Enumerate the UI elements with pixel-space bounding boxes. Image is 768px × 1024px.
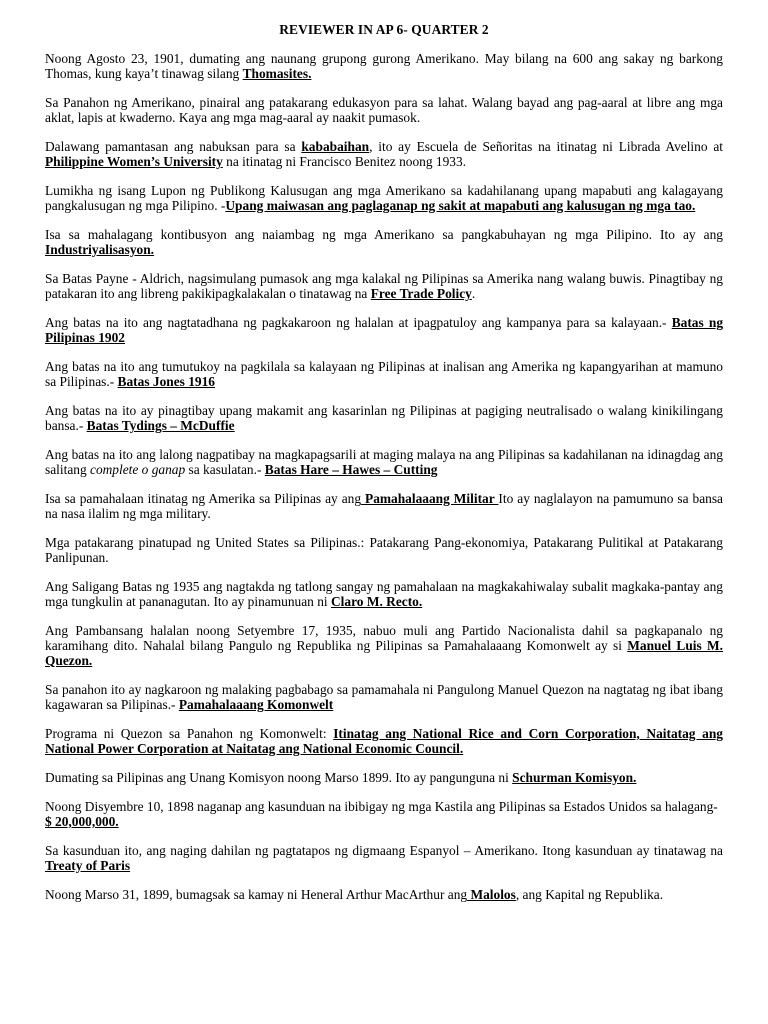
answer-text: Malolos xyxy=(467,887,516,902)
item-text: Sa kasunduan ito, ang naging dahilan ng pagtatapos ng digmaang Espanyol – Amerikano. Itong kasunduan ay tinatawag na xyxy=(45,843,723,858)
document-body xyxy=(45,51,723,902)
item-text: Dalawang pamantasan ang nabuksan para sa xyxy=(45,139,302,154)
item-text: Ang batas na ito ay pinagtibay upang makamit ang kasarinlan ng Pilipinas at pagiging neutralisado o walang kinikilingang bansa.- xyxy=(45,403,723,433)
document-title: REVIEWER IN AP 6- QUARTER 2 xyxy=(279,22,489,37)
item-text: Isa sa mahalagang kontibusyon ang naiambag ng mga Amerikano sa pangkabuhayan ng mga Pilipino. Ito ay ang xyxy=(45,227,723,242)
item-text: Programa ni Quezon sa Panahon ng Komonwelt: xyxy=(45,726,334,741)
item-text: Noong Disyembre 10, 1898 naganap ang kasunduan na ibibigay ng mga Kastila ang Pilipinas sa Estados Unidos sa halagang- xyxy=(45,799,718,814)
item-text: Dumating sa Pilipinas ang Unang Komisyon noong Marso 1899. Ito ay pangunguna ni xyxy=(45,770,513,785)
answer-text: Itinatag ang National Rice and Corn Corporation, Naitatag ang National Power Corporation at Naitatag ang National Economic Council. xyxy=(45,726,723,756)
item-text: Noong Agosto 23, 1901, dumating ang naunang grupong gurong Amerikano. May bilang na 600 ang sakay ng barkong Thomas, kung kaya’t tinawag silang xyxy=(45,51,723,81)
item-text: Mga patakarang pinatupad ng United States sa Pilipinas.: Patakarang Pang-ekonomiya, Patakarang Pulitikal at Patakarang Panlipunan. xyxy=(45,535,723,565)
answer-text: Batas Jones 1916 xyxy=(117,374,215,389)
reviewer-item xyxy=(45,139,723,169)
answer-text: Batas Tydings – McDuffie xyxy=(86,418,235,433)
answer-text: $ 20,000,000. xyxy=(45,814,119,829)
item-text: Ang batas na ito ang lalong nagpatibay na magkapagsarili at maging malaya na ang Pilipinas sa kadahilanan na idinagdag ang salitang xyxy=(45,447,723,477)
reviewer-item xyxy=(45,770,723,785)
item-text: Sa Batas Payne - Aldrich, nagsimulang pumasok ang mga kalakal ng Pilipinas sa Amerika nang walang buwis. Pinagtibay ng patakaran ito ang libreng pakikipagkalakalan o tinatawag na xyxy=(45,271,723,301)
reviewer-item xyxy=(45,726,723,756)
item-text: , ito ay Escuela de Señoritas na itinatag ni Librada Avelino at xyxy=(369,139,723,154)
reviewer-item xyxy=(45,271,723,301)
answer-text: Claro M. Recto. xyxy=(330,594,423,609)
item-text: sa kasulatan.- xyxy=(185,462,265,477)
item-text: Ito ay naglalayon na pamumuno sa bansa na nasa ilalim ng mga military. xyxy=(45,491,723,521)
answer-text: Treaty of Paris xyxy=(45,858,131,873)
answer-text: Schurman Komisyon. xyxy=(512,770,637,785)
answer-text: Pamahalaaang Militar xyxy=(361,491,499,506)
item-text: Ang batas na ito ang tumutukoy na pagkilala sa kalayaan ng Pilipinas at inalisan ang Amerika ng kapangyarihan at mamuno sa Pilipinas.- xyxy=(45,359,723,389)
item-text: Lumikha ng isang Lupon ng Publikong Kalusugan ang mga Amerikano sa kadahilanang upang mapabuti ang kalagayang pangkalusugan ng mga Pilipino. - xyxy=(45,183,723,213)
answer-text: Philippine Women’s University xyxy=(45,154,223,169)
answer-text: kababaihan xyxy=(301,139,370,154)
reviewer-item xyxy=(45,623,723,668)
answer-text: Pamahalaaang Komonwelt xyxy=(178,697,334,712)
answer-text: Manuel Luis M. Quezon. xyxy=(45,638,723,668)
answer-text: Free Trade Policy xyxy=(370,286,472,301)
item-text: . xyxy=(471,286,476,301)
reviewer-item xyxy=(45,491,723,521)
reviewer-item xyxy=(45,315,723,345)
reviewer-item xyxy=(45,227,723,257)
item-text: Sa panahon ito ay nagkaroon ng malaking pagbabago sa pamamahala ni Pangulong Manuel Quezon na nagtatag ng ibat ibang kagawaran sa Pilipinas.- xyxy=(45,682,723,712)
answer-text: Thomasites. xyxy=(242,66,312,81)
reviewer-item xyxy=(45,95,723,125)
item-text: na itinatag ni Francisco Benitez noong 1933. xyxy=(222,154,467,169)
item-text: Sa Panahon ng Amerikano, pinairal ang patakarang edukasyon para sa lahat. Walang bayad ang pag-aaral at libre ang mga aklat, lapis at kwaderno. Kaya ang mga mag-aaral ay naakit pumasok. xyxy=(45,95,723,125)
reviewer-item xyxy=(45,682,723,712)
answer-text: Batas ng Pilipinas 1902 xyxy=(45,315,724,345)
item-text: , ang Kapital ng Republika. xyxy=(515,887,664,902)
reviewer-item xyxy=(45,579,723,609)
reviewer-item xyxy=(45,183,723,213)
item-text: Ang Saligang Batas ng 1935 ang nagtakda ng tatlong sangay ng pamahalaan na magkakahiwalay subalit magkaka-pantay ang mga tungkulin at pananagutan. Ito ay pinamunuan ni xyxy=(45,579,723,609)
reviewer-item xyxy=(45,51,723,81)
reviewer-item xyxy=(45,799,723,829)
item-text: Ang batas na ito ang nagtatadhana ng pagkakaroon ng halalan at ipagpatuloy ang kampanya para sa kalayaan.- xyxy=(45,315,672,330)
answer-text: Batas Hare – Hawes – Cutting xyxy=(264,462,438,477)
item-text: Isa sa pamahalaan itinatag ng Amerika sa Pilipinas ay ang xyxy=(45,491,362,506)
reviewer-item xyxy=(45,843,723,873)
reviewer-item xyxy=(45,535,723,565)
item-text: Ang Pambansang halalan noong Setyembre 17, 1935, nabuo muli ang Partido Nacionalista dahil sa pagkapanalo ng karamihang dito. Nahalal bilang Pangulo ng Republika ng Pilipinas sa Pamahalaaang Komonwelt ay si xyxy=(45,623,723,653)
reviewer-item xyxy=(45,403,723,433)
answer-text: Upang maiwasan ang paglaganap ng sakit at mapabuti ang kalusugan ng mga tao. xyxy=(225,198,696,213)
reviewer-item xyxy=(45,359,723,389)
reviewer-item xyxy=(45,887,723,902)
emphasis-text: complete o ganap xyxy=(90,462,186,477)
item-text: Noong Marso 31, 1899, bumagsak sa kamay ni Heneral Arthur MacArthur ang xyxy=(45,887,468,902)
reviewer-item xyxy=(45,447,723,477)
answer-text: Industriyalisasyon. xyxy=(45,242,155,257)
